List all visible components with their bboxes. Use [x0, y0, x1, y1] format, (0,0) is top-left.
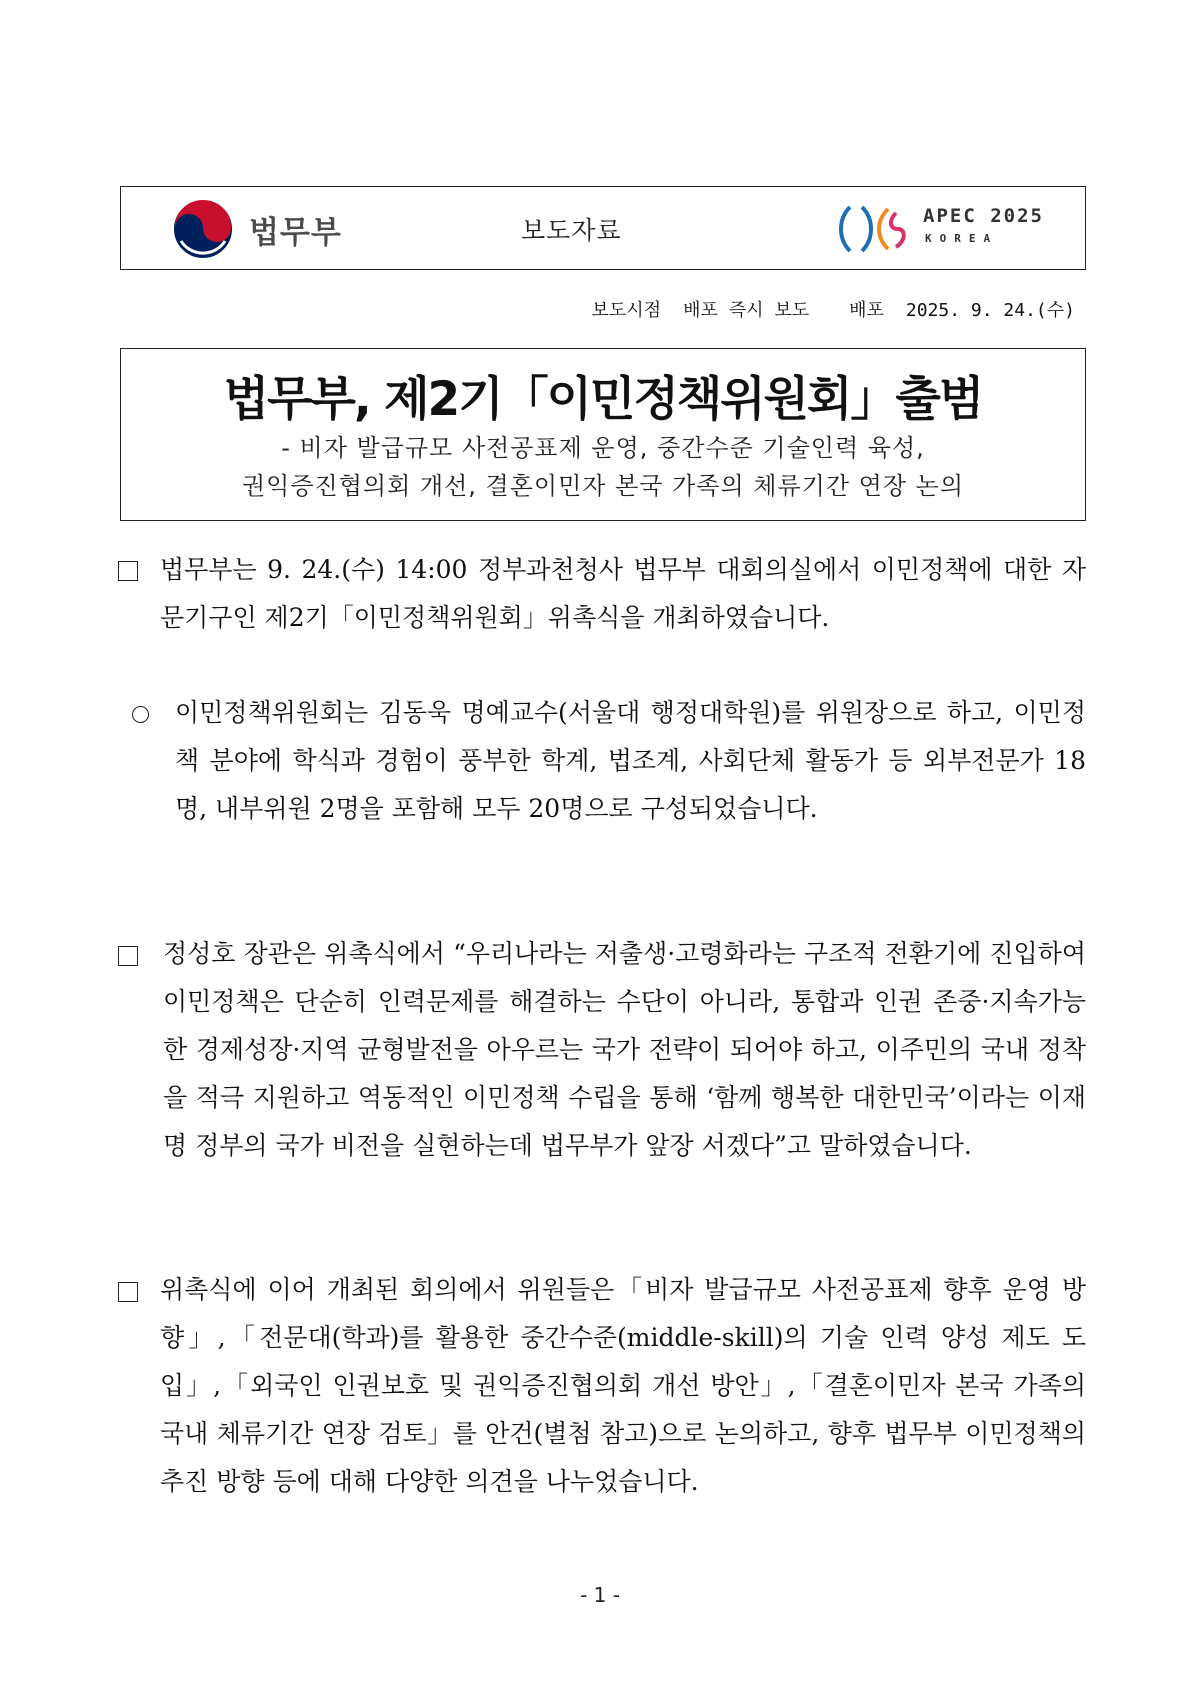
release-date-value: 2025. 9. 24.(수)	[905, 300, 1075, 321]
square-bullet-icon	[118, 1282, 138, 1302]
paragraph-ceremony: 법무부는 9. 24.(수) 14:00 정부과천청사 법무부 대회의실에서 이민정책에 대한 자문기구인 제2기「이민정책위원회」위촉식을 개최하였습니다.	[160, 555, 1086, 632]
release-time-label: 보도시점	[591, 300, 662, 321]
apec-logo-icon	[836, 201, 926, 257]
release-info	[592, 296, 1075, 322]
circle-bullet-icon	[132, 706, 149, 723]
header-box	[120, 186, 1086, 270]
square-bullet-icon	[118, 946, 138, 966]
title-box	[120, 348, 1086, 521]
main-title: 법무부, 제2기「이민정책위원회」출범	[223, 372, 983, 427]
paragraph-minister-quote: 정성호 장관은 위촉식에서 “우리나라는 저출생·고령화라는 구조적 전환기에 진입하여 이민정책은 단순히 인력문제를 해결하는 수단이 아니라, 통합과 인권 존중·지속가능한 경제성장·지역 균형발전을 아우르는 국가 전략이 되어야 하고, 이주민의 국내 정착을 적극 지원하고 역동적인 이민정책 수립을 통해 ‘함께 행복한 대한민국’이라는 이재명 정부의 국가 비전을 실현하는데 법무부가 앞장 서겠다”고 말하였습니다.	[163, 939, 1086, 1160]
square-bullet-icon	[118, 561, 138, 581]
page-number: - 1 -	[580, 1583, 620, 1607]
apec-title: APEC 2025	[923, 205, 1044, 227]
subtitle-line-1: - 비자 발급규모 사전공표제 운영, 중간수준 기술인력 육성,	[281, 434, 925, 462]
paragraph-agenda: 위촉식에 이어 개최된 회의에서 위원들은「비자 발급규모 사전공표제 향후 운영 방향」,「전문대(학과)를 활용한 중간수준(middle-skill)의 기술 인력 양성 제도 도입」,「외국인 인권보호 및 권익증진협의회 개선 방안」,「결혼이민자 본국 가족의 국내 체류기간 연장 검토」를 안건(별첨 참고)으로 논의하고, 향후 법무부 이민정책의 추진 방향 등에 대해 다양한 의견을 나누었습니다.	[160, 1275, 1086, 1496]
taegeuk-logo-icon	[171, 197, 235, 261]
release-date-label: 배포	[849, 300, 884, 321]
ministry-name: 법무부	[249, 215, 342, 251]
subtitle-line-2: 권익증진협의회 개선, 결혼이민자 본국 가족의 체류기간 연장 논의	[242, 472, 964, 500]
release-time-value: 배포 즉시 보도	[683, 300, 810, 321]
paragraph-committee: 이민정책위원회는 김동욱 명예교수(서울대 행정대학원)를 위원장으로 하고, 이민정책 분야에 학식과 경험이 풍부한 학계, 법조계, 사회단체 활동가 등 외부전문가 18명, 내부위원 2명을 포함해 모두 20명으로 구성되었습니다.	[175, 698, 1086, 823]
apec-subtitle: KOREA	[925, 232, 999, 245]
doc-type-label: 보도자료	[521, 216, 622, 245]
